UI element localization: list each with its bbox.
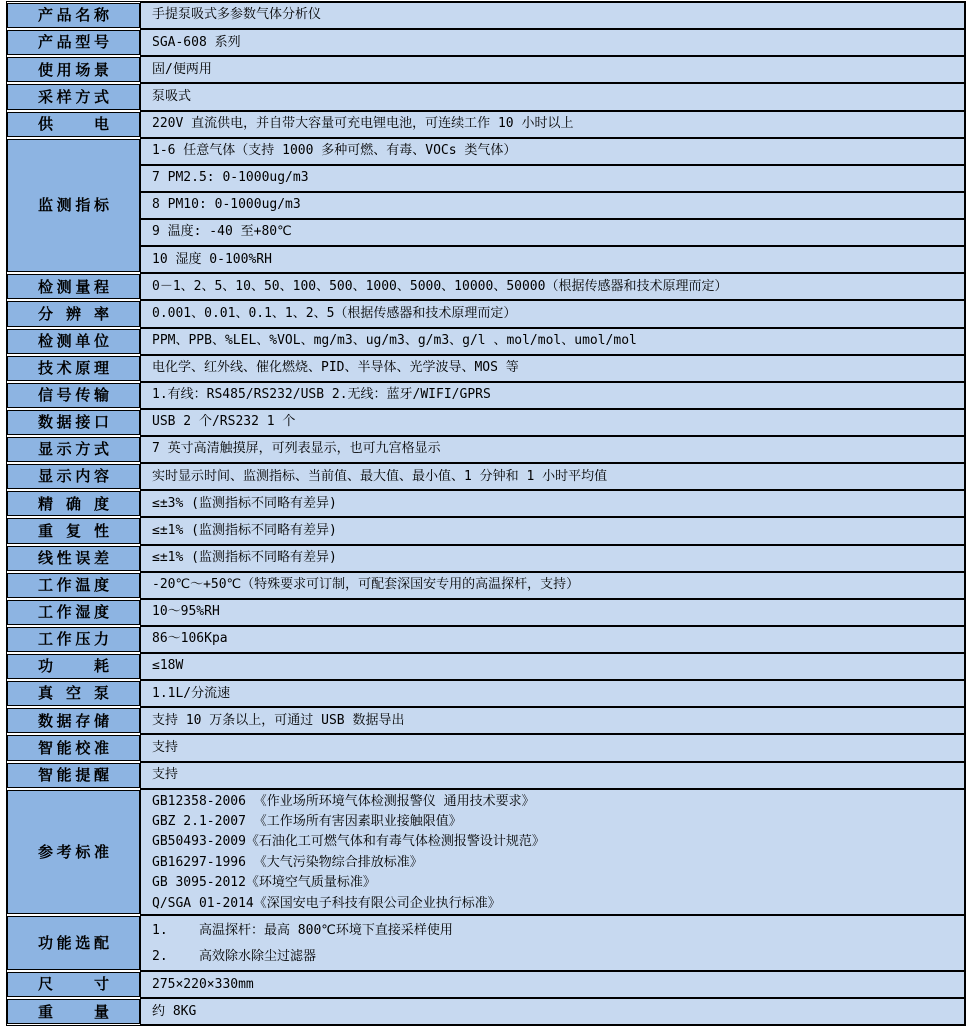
row-value-text: 电化学、红外线、催化燃烧、PID、半导体、光学波导、MOS 等	[152, 360, 519, 376]
row-label	[7, 518, 140, 543]
row-value-text: 支持 10 万条以上，可通过 USB 数据导出	[152, 712, 405, 728]
row-value-text: 10～95%RH	[152, 604, 220, 620]
row-value-cell	[140, 572, 965, 599]
row-value-cell	[140, 653, 965, 680]
row-label-text: 重复性	[38, 521, 109, 540]
row-label-text: 数据存储	[38, 711, 109, 730]
row-label	[7, 735, 140, 760]
row-label	[7, 681, 140, 706]
row-label	[7, 3, 140, 28]
row-label-text: 线性误差	[38, 548, 109, 567]
row-value-cell	[140, 789, 965, 915]
row-value-line: GB16297-1996 《大气污染物综合排放标准》	[152, 854, 423, 870]
row-label-text: 工作压力	[38, 630, 109, 649]
row-label	[7, 600, 140, 625]
row-label	[7, 491, 140, 516]
row-label-text: 工作湿度	[38, 603, 109, 622]
row-value-line: GB 3095-2012《环境空气质量标准》	[152, 875, 376, 891]
row-value-cell	[140, 300, 965, 327]
row-label	[7, 627, 140, 652]
row-value-text: 约 8KG	[152, 1003, 197, 1019]
row-value-text: USB 2 个/RS232 1 个	[152, 414, 296, 430]
row-label	[7, 30, 140, 55]
row-value-text: 实时显示时间、监测指标、当前值、最大值、最小值、1 分钟和 1 小时平均值	[152, 468, 608, 484]
row-value-line: 2. 高效除水除尘过滤器	[152, 949, 316, 965]
row-value-cell	[140, 517, 965, 544]
row-value-cell	[140, 680, 965, 707]
row-value-cell	[140, 2, 965, 29]
row-label-text: 显示内容	[38, 467, 109, 486]
row-value-cell	[140, 490, 965, 517]
row-value-text: 0－1、2、5、10、50、100、500、1000、5000、10000、50000（根据传感器和技术原理而定）	[152, 278, 728, 294]
row-label	[7, 916, 140, 970]
row-value-cell	[140, 998, 965, 1025]
row-label-text: 尺寸	[38, 975, 109, 994]
row-value-cell	[140, 463, 965, 490]
row-value-cell	[140, 138, 965, 165]
row-label	[7, 383, 140, 408]
row-value-cell	[140, 436, 965, 463]
row-label	[7, 139, 140, 273]
row-value-text: 220V 直流供电，并自带大容量可充电锂电池，可连续工作 10 小时以上	[152, 115, 574, 131]
row-value-text: SGA-608 系列	[152, 34, 241, 50]
row-label-text: 工作温度	[38, 575, 109, 594]
row-label	[7, 654, 140, 679]
row-value-cell	[140, 273, 965, 300]
row-label	[7, 708, 140, 733]
row-value-cell	[140, 111, 965, 138]
row-label	[7, 329, 140, 354]
row-value-line: GB12358-2006 《作业场所环境气体检测报警仪 通用技术要求》	[152, 793, 535, 809]
row-label	[7, 546, 140, 571]
row-label-text: 检测量程	[38, 277, 109, 296]
row-label-text: 使用场景	[38, 60, 109, 79]
row-label-text: 信号传输	[38, 386, 109, 405]
row-value-cell	[140, 29, 965, 56]
row-value-line: GB50493-2009《石油化工可燃气体和有毒气体检测报警设计规范》	[152, 834, 545, 850]
row-value-cell	[140, 762, 965, 789]
row-value-cell	[140, 707, 965, 734]
row-label-text: 数据接口	[38, 413, 109, 432]
row-value-cell	[140, 734, 965, 761]
row-label	[7, 437, 140, 462]
row-label	[7, 573, 140, 598]
row-value-cell	[140, 192, 965, 219]
row-label	[7, 972, 140, 997]
row-value-cell	[140, 246, 965, 273]
row-label	[7, 356, 140, 381]
row-value-cell	[140, 915, 965, 971]
row-value-text: 10 湿度 0-100%RH	[152, 251, 272, 267]
row-value-text: 7 英寸高清触摸屏，可列表显示，也可九宫格显示	[152, 441, 441, 457]
row-value-text: 1.有线：RS485/RS232/USB 2.无线：蓝牙/WIFI/GPRS	[152, 387, 491, 403]
row-label-text: 显示方式	[38, 440, 109, 459]
row-value-cell	[140, 599, 965, 626]
row-value-text: ≤±3% (监测指标不同略有差异)	[152, 495, 337, 511]
row-value-line: GBZ 2.1-2007 《工作场所有害因素职业接触限值》	[152, 814, 462, 830]
row-label-text: 分辨率	[38, 304, 109, 323]
row-label	[7, 301, 140, 326]
row-label-text: 功能选配	[38, 933, 109, 952]
row-label	[7, 57, 140, 82]
row-label-text: 检测单位	[38, 331, 109, 350]
row-value-cell	[140, 626, 965, 653]
row-value-line: 1. 高温探杆：最高 800℃环境下直接采样使用	[152, 923, 453, 939]
row-value-text: ≤±1% (监测指标不同略有差异)	[152, 549, 337, 565]
row-label-text: 功耗	[38, 657, 109, 676]
row-value-text: 支持	[152, 766, 179, 782]
row-label-text: 产品名称	[38, 6, 109, 25]
row-value-cell	[140, 56, 965, 83]
row-value-text: 支持	[152, 739, 179, 755]
row-value-text: 手提泵吸式多参数气体分析仪	[152, 7, 322, 23]
row-label-text: 采样方式	[38, 87, 109, 106]
row-label	[7, 999, 140, 1024]
row-label-text: 智能提醒	[38, 765, 109, 784]
row-value-line: Q/SGA 01-2014《深国安电子科技有限公司企业执行标准》	[152, 895, 501, 911]
row-label	[7, 790, 140, 914]
row-value-text: 泵吸式	[152, 88, 192, 104]
row-value-text: 8 PM10: 0-1000ug/m3	[152, 197, 301, 213]
row-value-text: -20℃～+50℃（特殊要求可订制，可配套深国安专用的高温探杆，支持）	[152, 577, 580, 593]
row-value-cell	[140, 355, 965, 382]
row-value-text: 86～106Kpa	[152, 631, 228, 647]
row-label	[7, 763, 140, 788]
row-value-text: 1-6 任意气体（支持 1000 多种可燃、有毒、VOCs 类气体）	[152, 143, 517, 159]
row-label	[7, 274, 140, 299]
row-value-text: 7 PM2.5: 0-1000ug/m3	[152, 170, 309, 186]
row-label-text: 智能校准	[38, 738, 109, 757]
row-label-text: 产品型号	[38, 33, 109, 52]
spec-table	[6, 1, 966, 1026]
row-label	[7, 410, 140, 435]
row-value-text: ≤±1% (监测指标不同略有差异)	[152, 522, 337, 538]
row-label-text: 参考标准	[38, 842, 109, 861]
row-value-text: PPM、PPB、%LEL、%VOL、mg/m3、ug/m3、g/m3、g/l 、mol/mol、umol/mol	[152, 332, 637, 348]
row-value-cell	[140, 971, 965, 998]
row-value-cell	[140, 165, 965, 192]
row-label	[7, 112, 140, 137]
row-value-text: 9 温度: -40 至+80℃	[152, 224, 292, 240]
row-value-text: 固/便两用	[152, 61, 212, 77]
row-value-text: ≤18W	[152, 658, 184, 674]
row-value-text: 275×220×330mm	[152, 976, 254, 992]
row-value-text: 0.001、0.01、0.1、1、2、5（根据传感器和技术原理而定）	[152, 305, 517, 321]
row-label-text: 精确度	[38, 494, 109, 513]
row-value-cell	[140, 545, 965, 572]
row-label	[7, 464, 140, 489]
row-label-text: 供电	[38, 114, 109, 133]
row-label-text: 监测指标	[38, 196, 109, 215]
row-value-cell	[140, 83, 965, 110]
row-label	[7, 84, 140, 109]
row-value-cell	[140, 382, 965, 409]
row-label-text: 真空泵	[38, 684, 109, 703]
row-label-text: 技术原理	[38, 358, 109, 377]
row-value-cell	[140, 219, 965, 246]
row-value-cell	[140, 409, 965, 436]
row-value-text: 1.1L/分流速	[152, 685, 231, 701]
row-value-cell	[140, 328, 965, 355]
row-label-text: 重量	[38, 1002, 109, 1021]
